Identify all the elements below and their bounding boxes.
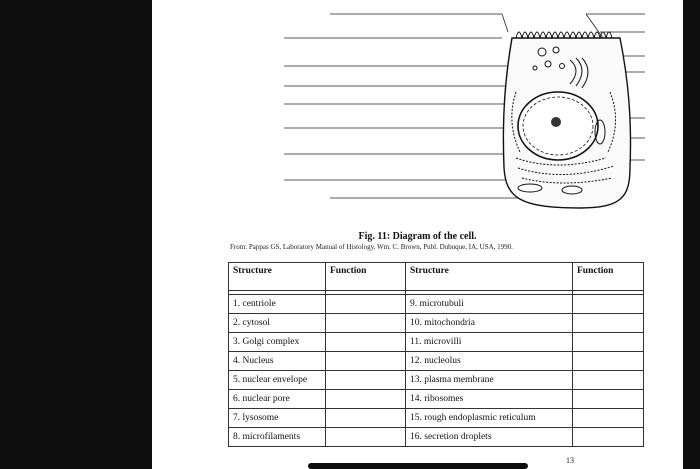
structure-cell: 5. nuclear envelope xyxy=(229,371,326,390)
structure-cell: 1. centriole xyxy=(229,295,326,314)
page-number: 13 xyxy=(566,456,574,465)
table-row xyxy=(229,314,644,333)
structure-cell: 12. nucleolus xyxy=(406,352,573,371)
function-cell[interactable] xyxy=(573,428,644,447)
header-structure: Structure xyxy=(229,263,326,291)
table-row xyxy=(229,352,644,371)
function-cell[interactable] xyxy=(573,352,644,371)
structure-cell: 14. ribosomes xyxy=(406,390,573,409)
table-header-row xyxy=(229,263,644,291)
table-row xyxy=(229,371,644,390)
table-row xyxy=(229,295,644,314)
function-cell[interactable] xyxy=(573,390,644,409)
function-cell[interactable] xyxy=(326,409,406,428)
function-cell[interactable] xyxy=(326,428,406,447)
function-cell[interactable] xyxy=(326,371,406,390)
table-row xyxy=(229,333,644,352)
function-cell[interactable] xyxy=(573,333,644,352)
header-function: Function xyxy=(326,263,406,291)
structure-cell: 10. mitochondria xyxy=(406,314,573,333)
function-cell[interactable] xyxy=(573,371,644,390)
figure-source: From: Pappas GS, Laboratory Manual of Histology. Wm. C. Brown, Publ. Dubuque, IA, USA, 1990. xyxy=(230,243,513,251)
function-cell[interactable] xyxy=(326,390,406,409)
structure-cell: 3. Golgi complex xyxy=(229,333,326,352)
function-cell[interactable] xyxy=(573,295,644,314)
header-structure: Structure xyxy=(406,263,573,291)
document-page xyxy=(152,0,683,469)
structure-cell: 16. secretion droplets xyxy=(406,428,573,447)
table-row xyxy=(229,409,644,428)
scroll-indicator-bar[interactable] xyxy=(308,463,528,469)
structure-cell: 6. nuclear pore xyxy=(229,390,326,409)
structure-cell: 7. lysosome xyxy=(229,409,326,428)
function-cell[interactable] xyxy=(326,314,406,333)
function-cell[interactable] xyxy=(326,333,406,352)
structure-function-table xyxy=(228,262,644,447)
header-function: Function xyxy=(573,263,644,291)
function-cell[interactable] xyxy=(573,409,644,428)
structure-cell: 15. rough endoplasmic reticulum xyxy=(406,409,573,428)
structure-cell: 11. microvilli xyxy=(406,333,573,352)
structure-cell: 9. microtubuli xyxy=(406,295,573,314)
function-cell[interactable] xyxy=(573,314,644,333)
table-row xyxy=(229,390,644,409)
cell-diagram xyxy=(280,8,645,230)
function-cell[interactable] xyxy=(326,352,406,371)
table-row xyxy=(229,428,644,447)
structure-cell: 2. cytosol xyxy=(229,314,326,333)
structure-cell: 8. microfilaments xyxy=(229,428,326,447)
function-cell[interactable] xyxy=(326,295,406,314)
figure-title: Fig. 11: Diagram of the cell. xyxy=(358,231,477,242)
structure-cell: 4. Nucleus xyxy=(229,352,326,371)
structure-cell: 13. plasma membrane xyxy=(406,371,573,390)
